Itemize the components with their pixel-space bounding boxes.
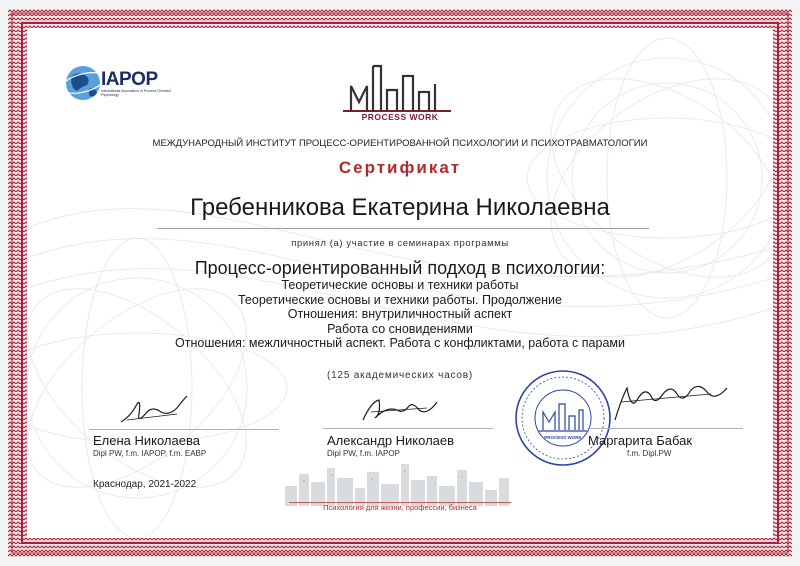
module-item: Отношения: межличностный аспект. Работа с конфликтами, работа с парами [175,336,625,351]
signature-mark [117,390,207,430]
module-item: Работа со сновидениями [327,321,473,336]
signer-name: Елена Николаева [93,433,200,448]
signature-mark [611,380,731,426]
city-skyline-illustration [277,460,527,506]
recipient-underline [157,228,649,229]
stamp-seal [513,368,613,468]
certificate-title: Сертификат [338,158,462,177]
participation-text: принял (а) участие в семинарах программы [291,238,509,249]
slogan-text: Психология для жизни, профессии, бизнеса [323,503,477,512]
module-item: Теоретические основы и техники работы [281,278,519,292]
iapop-logo-subtitle: International Association of Process Oriented Psychology [101,89,171,97]
signer-credentials: f.m. Dipl.PW [627,449,672,458]
program-title: Процесс-ориентированный подход в психологии: [194,258,606,278]
city-and-dates: Краснодар, 2021-2022 [93,479,197,490]
signer-name: Александр Николаев [327,433,455,448]
process-work-logo-icon [337,58,457,120]
signature-line [587,428,743,429]
signature-line [89,429,279,430]
signer-name: Маргарита Бабак [588,433,693,448]
signer-credentials: Dipl PW, f.m. IAPOP [327,449,400,458]
signature-mark [357,392,447,426]
module-item: Отношения: внутриличностный аспект [287,307,513,322]
academic-hours: (125 академических часов) [327,370,473,381]
stamp-text: PROCESS WORK [544,435,582,440]
signature-line [323,428,493,429]
iapop-logo-text: IAPOP [101,69,158,90]
certificate-body [27,28,773,538]
institute-name: МЕЖДУНАРОДНЫЙ ИНСТИТУТ ПРОЦЕСС-ОРИЕНТИРОВАННОЙ ПСИХОЛОГИИ И ПСИХОТРАВМАТОЛОГИИ [152,138,648,149]
signer-credentials: Dipl PW, f.m. IAPOP, f.m. EABP [93,449,207,458]
module-list [27,278,773,351]
recipient-name: Гребенникова Екатерина Николаевна [190,194,610,221]
module-item: Теоретические основы и техники работы. Продолжение [238,292,562,307]
process-work-logo-text: PROCESS WORK [361,112,439,122]
